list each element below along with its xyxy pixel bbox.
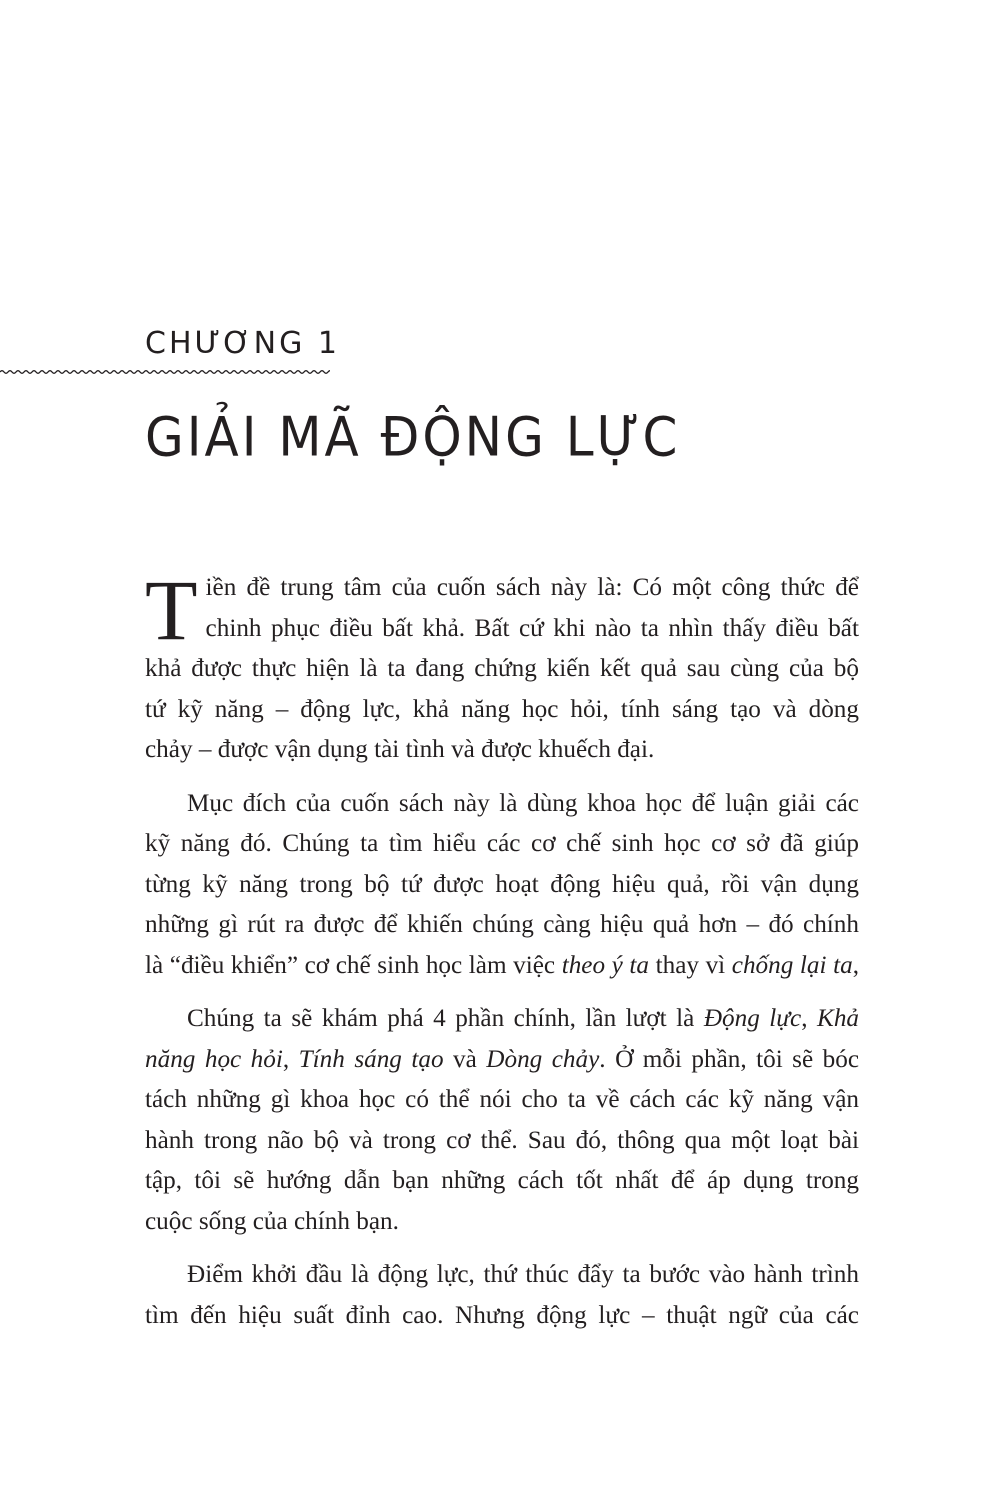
text-line: tách những gì khoa học có thể nói cho ta về cách các kỹ năng vận	[145, 1086, 859, 1113]
text-run: thay vì	[649, 951, 732, 979]
text-line: iền đề trung tâm của cuốn sách này là: Có một công thức để	[205, 574, 859, 601]
wavy-divider	[0, 366, 330, 378]
text-line: những gì rút ra được để khiến chúng càng hiệu quả hơn – đó chính	[145, 911, 859, 938]
body-text	[145, 562, 860, 1349]
text-run: ,	[852, 951, 859, 979]
italic-run: Khả	[817, 1005, 860, 1032]
italic-run: năng học hỏi	[145, 1045, 283, 1073]
text-line: Điểm khởi đầu là động lực, thứ thúc đẩy ta bước vào hành trình	[187, 1261, 859, 1288]
text-run: và	[443, 1045, 487, 1073]
drop-cap: T	[145, 562, 198, 658]
text-line: tìm đến hiệu suất đỉnh cao. Nhưng động lực – thuật ngữ của các	[145, 1301, 859, 1329]
paragraph-2	[145, 784, 859, 987]
chapter-title: GIẢI MÃ ĐỘNG LỰC	[145, 406, 681, 469]
text-line: chinh phục điều bất khả. Bất cứ khi nào ta nhìn thấy điều bất	[205, 614, 859, 642]
text-line	[145, 999, 859, 1040]
chapter-label: CHƯƠNG 1	[145, 326, 340, 361]
text-line: cuộc sống của chính bạn.	[145, 1207, 399, 1235]
text-line	[145, 946, 859, 987]
text-line: Mục đích của cuốn sách này là dùng khoa học để luận giải các	[187, 789, 859, 817]
text-run: . Ở mỗi phần, tôi sẽ bóc	[599, 1045, 859, 1073]
italic-run: chống lại ta	[731, 951, 853, 979]
paragraph-3	[145, 999, 859, 1242]
italic-run: theo ý ta	[561, 951, 650, 979]
italic-run: Dòng chảy	[486, 1045, 600, 1073]
paragraph-4	[145, 1255, 859, 1336]
text-line: khả được thực hiện là ta đang chứng kiến kết quả sau cùng của bộ	[145, 655, 859, 682]
text-run: Chúng ta sẽ khám phá 4 phần chính, lần lượt là	[187, 1005, 704, 1032]
text-run: ,	[801, 1005, 818, 1032]
text-run: ,	[282, 1045, 299, 1073]
text-line	[145, 1040, 859, 1081]
text-line: hành trong não bộ và trong cơ thể. Sau đó, thông qua một loạt bài	[145, 1126, 859, 1154]
text-line: kỹ năng đó. Chúng ta tìm hiểu các cơ chế sinh học cơ sở đã giúp	[145, 830, 859, 857]
text-line: từng kỹ năng trong bộ tứ được hoạt động hiệu quả, rồi vận dụng	[145, 870, 859, 898]
text-line: chảy – được vận dụng tài tình và được khuếch đại.	[145, 736, 655, 763]
italic-run: Động lực	[703, 1005, 802, 1032]
text-line: tập, tôi sẽ hướng dẫn bạn những cách tốt nhất để áp dụng trong	[145, 1167, 859, 1194]
text-line: tứ kỹ năng – động lực, khả năng học hỏi, tính sáng tạo và dòng	[145, 695, 859, 723]
text-run: là “điều khiển” cơ chế sinh học làm việc	[145, 951, 562, 979]
paragraph-1	[145, 562, 859, 771]
italic-run: Tính sáng tạo	[298, 1045, 444, 1073]
